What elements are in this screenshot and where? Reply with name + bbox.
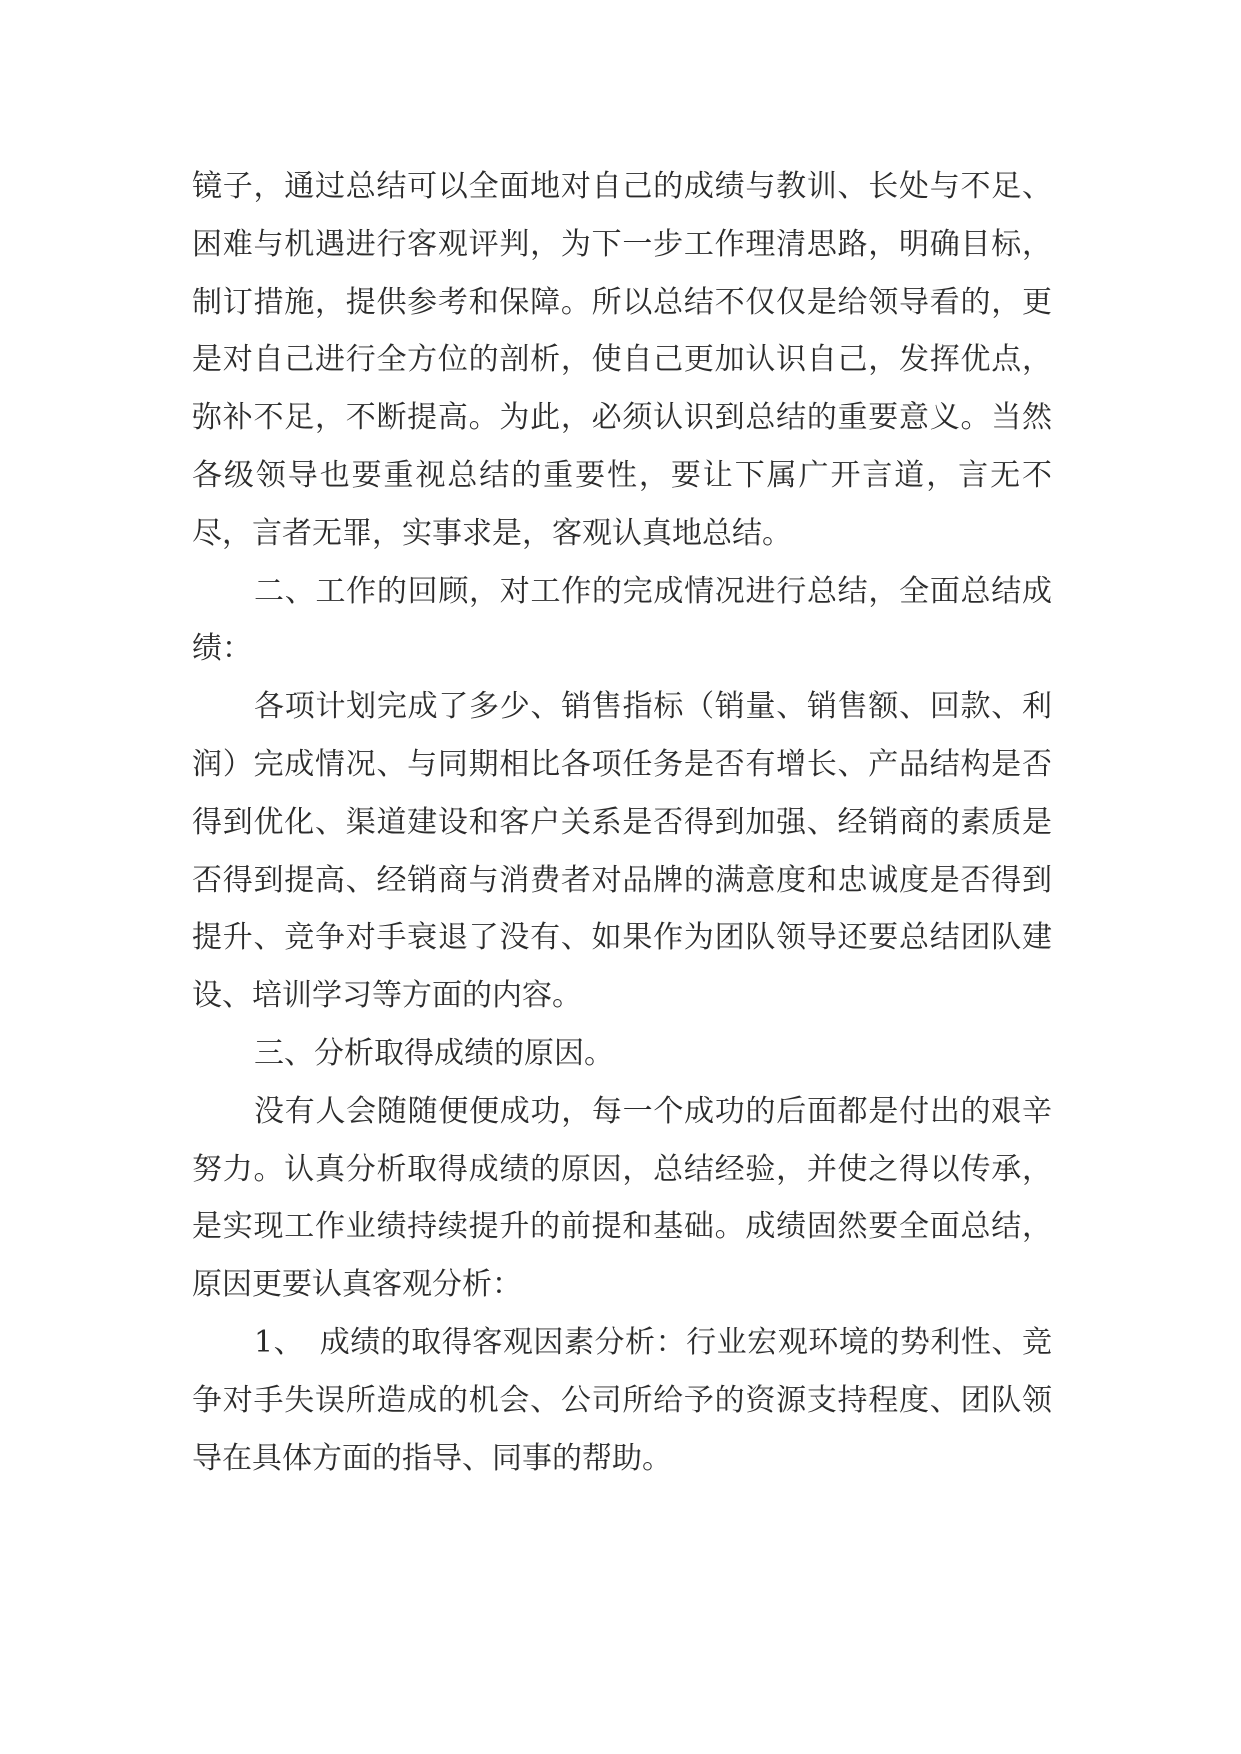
document-body (192, 158, 1052, 1487)
paragraph-2-section-heading: 二、工作的回顾，对工作的完成情况进行总结，全面总结成绩： (192, 573, 1052, 667)
paragraph-4-section-heading: 三、分析取得成绩的原因。 (254, 1035, 614, 1071)
paragraph-5: 没有人会随随便便成功，每一个成功的后面都是付出的艰辛努力。认真分析取得成绩的原因，总结经验，并使之得以传承，是实现工作业绩持续提升的前提和基础。成绩固然要全面总结，原因更要认真客观分析： (192, 1093, 1052, 1303)
paragraph-1: 镜子，通过总结可以全面地对自己的成绩与教训、长处与不足、困难与机遇进行客观评判，为下一步工作理清思路，明确目标，制订措施，提供参考和保障。所以总结不仅仅是给领导看的，更是对自己进行全方位的剖析，使自己更加认识自己，发挥优点，弥补不足，不断提高。为此，必须认识到总结的重要意义。当然各级领导也要重视总结的重要性，要让下属广开言道，言无不尽，言者无罪，实事求是，客观认真地总结。 (192, 169, 1052, 551)
paragraph-3: 各项计划完成了多少、销售指标（销量、销售额、回款、利润）完成情况、与同期相比各项任务是否有增长、产品结构是否得到优化、渠道建设和客户关系是否得到加强、经销商的素质是否得到提高、经销商与消费者对品牌的满意度和忠诚度是否得到提升、竞争对手衰退了没有、如果作为团队领导还要总结团队建设、培训学习等方面的内容。 (192, 689, 1052, 1014)
paragraph-6-list-item: 1、 成绩的取得客观因素分析：行业宏观环境的势利性、竞争对手失误所造成的机会、公司所给予的资源支持程度、团队领导在具体方面的指导、同事的帮助。 (192, 1324, 1052, 1476)
